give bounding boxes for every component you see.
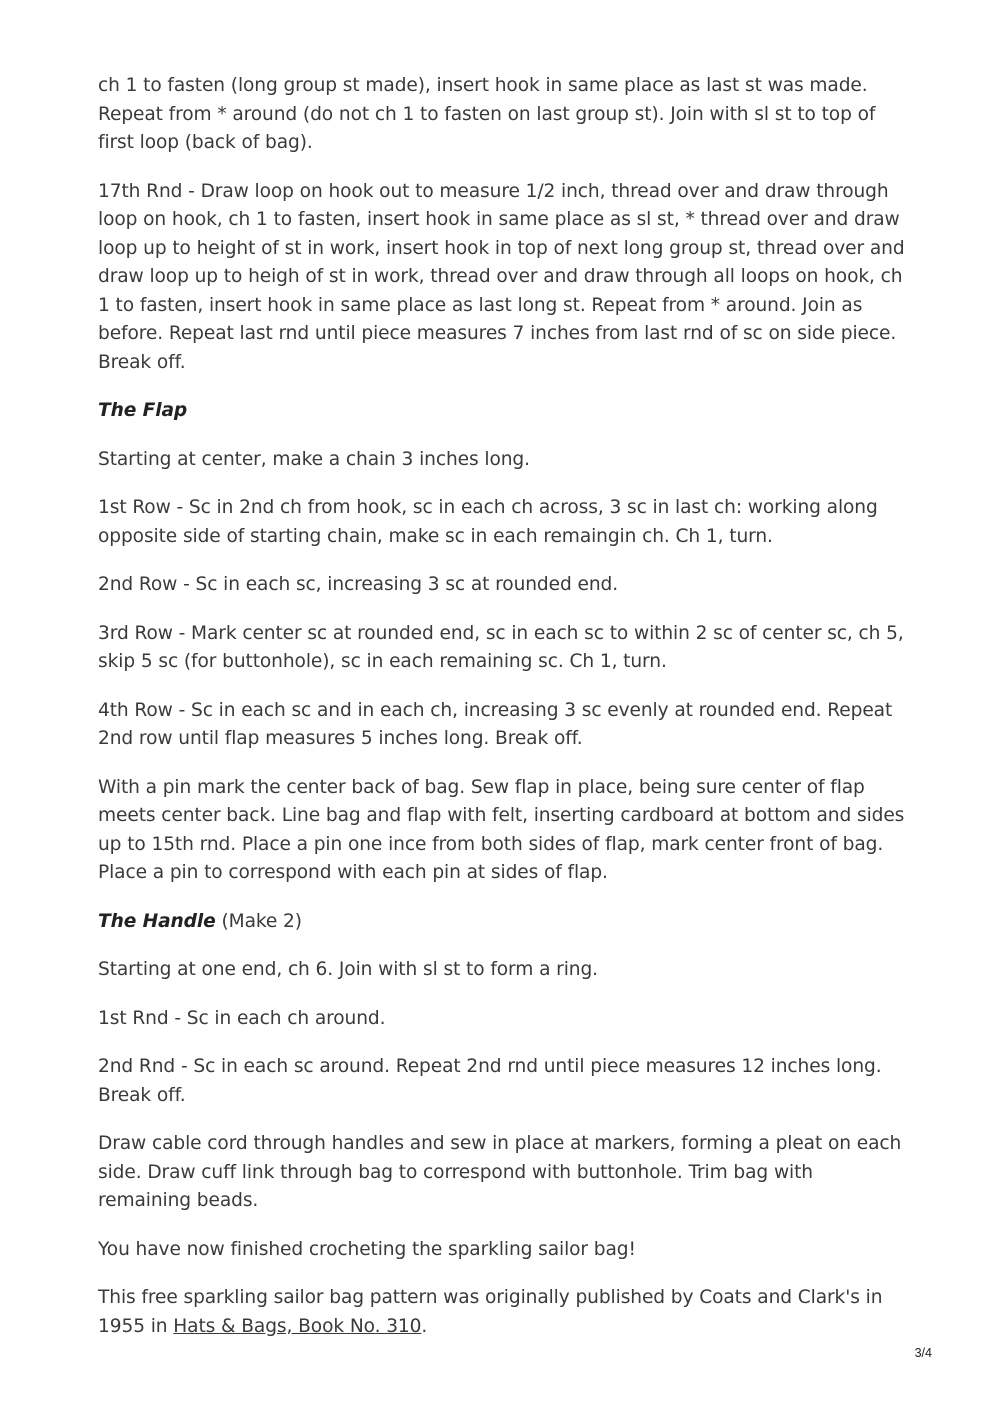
page-number: 3/4 xyxy=(914,1346,932,1360)
handle-intro: Starting at one end, ch 6. Join with sl st to form a ring. xyxy=(98,959,598,980)
book-link[interactable]: Hats & Bags, Book No. 310 xyxy=(173,1315,422,1337)
handle-rnd-1: 1st Rnd - Sc in each ch around. xyxy=(98,1007,386,1029)
handle-rnd-2: 2nd Rnd - Sc in each sc around. Repeat 2nd rnd until piece measures 12 inches long. Break off. xyxy=(98,1056,882,1106)
credit-text: This free sparkling sailor bag pattern was originally published by Coats and Clark's in 1955 in xyxy=(98,1287,883,1337)
handle-heading-note: (Make 2) xyxy=(215,910,302,932)
flap-heading: The Flap xyxy=(98,400,188,421)
flap-row-2: 2nd Row - Sc in each sc, increasing 3 sc at rounded end. xyxy=(98,574,619,595)
flap-row-3: 3rd Row - Mark center sc at rounded end, sc in each sc to within 2 sc of center sc, ch 5, skip 5 sc (for buttonhole), sc in each remaining sc. Ch 1, turn. xyxy=(98,622,904,672)
handle-heading: The Handle xyxy=(98,910,216,932)
handle-heading-line xyxy=(98,908,910,937)
flap-row-4: 4th Row - Sc in each sc and in each ch, increasing 3 sc evenly at rounded end. Repeat 2nd row until flap measures 5 inches long. Break off. xyxy=(98,699,893,749)
credit-line xyxy=(98,1284,910,1341)
flap-assembly: With a pin mark the center back of bag. Sew flap in place, being sure center of flap meets center back. Line bag and flap with felt, inserting cardboard at bottom and sides up to 15th rnd. Place a pin one ince from both sides of flap, mark center front of bag. Place a pin to correspond with each pin at sides of flap. xyxy=(98,776,905,883)
flap-intro: Starting at center, make a chain 3 inches long. xyxy=(98,448,530,470)
finishing-instructions: Draw cable cord through handles and sew in place at markers, forming a pleat on each side. Draw cuff link through bag to correspond with buttonhole. Trim bag with remaining beads. xyxy=(98,1133,902,1211)
flap-row-1: 1st Row - Sc in 2nd ch from hook, sc in each ch across, 3 sc in last ch: working along opposite side of starting chain, make sc in each remaingin ch. Ch 1, turn. xyxy=(98,497,878,547)
finished-note: You have now finished crocheting the sparkling sailor bag! xyxy=(98,1238,636,1260)
paragraph-17th-rnd: 17th Rnd - Draw loop on hook out to measure 1/2 inch, thread over and draw through loop on hook, ch 1 to fasten, insert hook in same place as sl st, * thread over and draw loop up to height of st in work, insert hook in top of next long group st, thread over and draw loop up to heigh of st in work, thread over and draw through all loops on hook, ch 1 to fasten, insert hook in same place as last long st. Repeat from * around. Join as before. Repeat last rnd until piece measures 7 inches from last rnd of sc on side piece. Break off. xyxy=(98,180,905,373)
credit-text-end: . xyxy=(421,1315,428,1337)
document-body xyxy=(98,72,910,1361)
paragraph-continuation: ch 1 to fasten (long group st made), insert hook in same place as last st was made. Repeat from * around (do not ch 1 to fasten on last group st). Join with sl st to top of first loop (back of bag). xyxy=(98,75,876,153)
